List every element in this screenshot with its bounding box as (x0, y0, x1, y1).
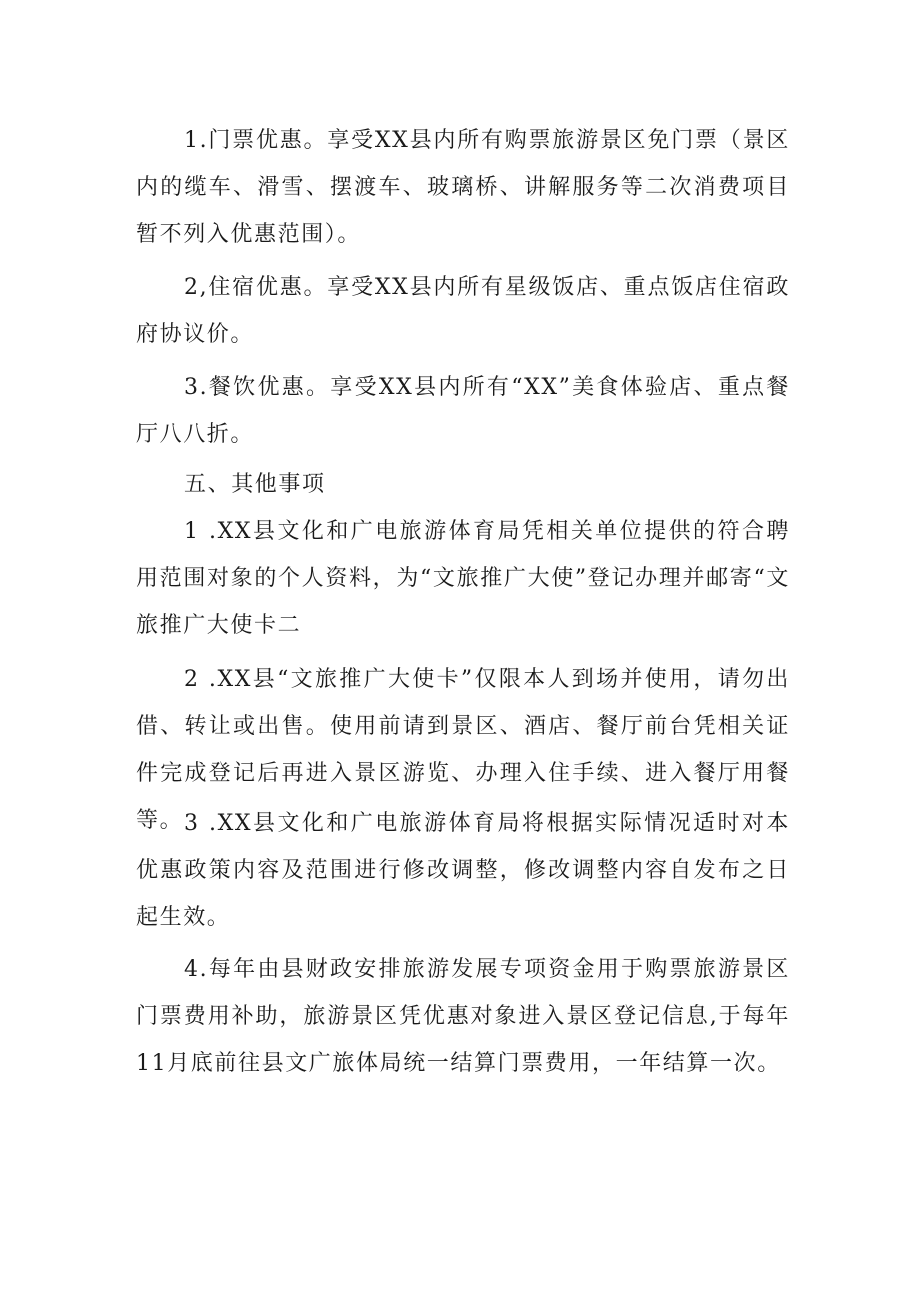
paragraph-other-item-2: 2 .XX县“文旅推广大使卡”仅限本人到场并使用，请勿出借、转让或出售。使用前请到景区、酒店、餐厅前台凭相关证件完成登记后再进入景区游览、办理入住手续、进入餐厅用餐等。 (136, 667, 790, 833)
paragraph-other-item-1: 1 .XX县文化和广电旅游体育局凭相关单位提供的符合聘用范围对象的个人资料，为“文旅推广大使”登记办理并邮寄“文旅推广大使卡二 (136, 519, 790, 638)
paragraph-other-item-3: 3 .XX县文化和广电旅游体育局将根据实际情况适时对本优惠政策内容及范围进行修改调整，修改调整内容自发布之日起生效。 (136, 811, 790, 930)
paragraph-lodging-discount: 2,住宿优惠。享受XX县内所有星级饭店、重点饭店住宿政府协议价。 (136, 275, 790, 347)
section-heading-other-matters: 五、其他事项 (184, 472, 326, 497)
paragraph-other-item-4: 4.每年由县财政安排旅游发展专项资金用于购票旅游景区门票费用补助，旅游景区凭优惠对象进入景区登记信息,于每年11月底前往县文广旅体局统一结算门票费用，一年结算一次。 (136, 957, 790, 1076)
paragraph-dining-discount: 3.餐饮优惠。享受XX县内所有“XX”美食体验店、重点餐厅八八折。 (136, 375, 790, 447)
paragraph-ticket-discount: 1.门票优惠。享受XX县内所有购票旅游景区免门票（景区内的缆车、滑雪、摆渡车、玻璃桥、讲解服务等二次消费项目暂不列入优惠范围）。 (136, 128, 790, 247)
